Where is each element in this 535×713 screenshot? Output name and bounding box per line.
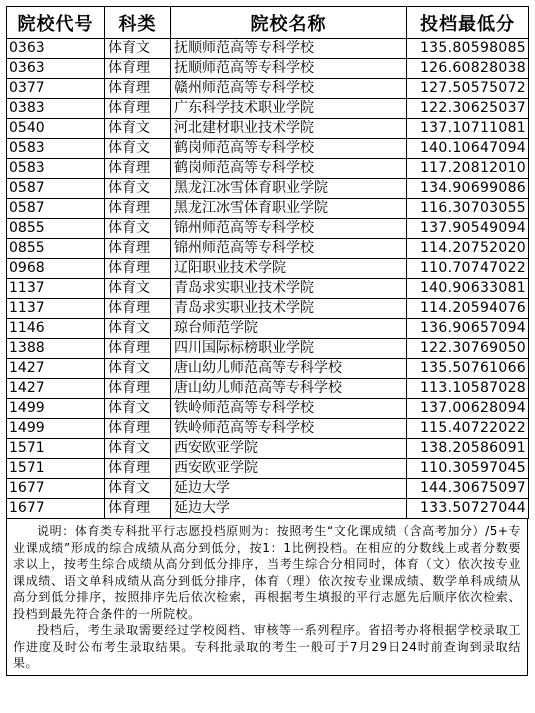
row-score: 115.40722022 — [407, 419, 529, 439]
row-score: 113.10587028 — [407, 379, 529, 399]
row-category: 体育文 — [105, 39, 171, 59]
row-score: 117.20812010 — [407, 159, 529, 179]
row-school: 锦州师范高等专科学校 — [171, 239, 407, 259]
row-code: 0383 — [7, 99, 105, 119]
row-code: 0363 — [7, 39, 105, 59]
row-code: 0855 — [7, 239, 105, 259]
row-code: 1146 — [7, 319, 105, 339]
row-code: 1499 — [7, 419, 105, 439]
row-code: 1677 — [7, 479, 105, 499]
table-row — [7, 399, 529, 419]
note-paragraph-2: 投档后，考生录取需要经过学校阅档、审核等一系列程序。省招考办将根据学校录取工作进度及时公布考生录取结果。专科批录取的考生一般可于7月29日24时前查询到录取结果。 — [13, 623, 521, 670]
row-category: 体育文 — [105, 319, 171, 339]
row-category: 体育理 — [105, 379, 171, 399]
row-score: 135.80598085 — [407, 39, 529, 59]
row-score: 140.10647094 — [407, 139, 529, 159]
row-school: 抚顺师范高等专科学校 — [171, 59, 407, 79]
table-row — [7, 159, 529, 179]
row-category: 体育文 — [105, 219, 171, 239]
row-school: 青岛求实职业技术学院 — [171, 299, 407, 319]
table-row — [7, 39, 529, 59]
row-score: 138.20586091 — [407, 439, 529, 459]
row-score: 136.90657094 — [407, 319, 529, 339]
row-category: 体育理 — [105, 299, 171, 319]
table-row — [7, 499, 529, 519]
row-school: 抚顺师范高等专科学校 — [171, 39, 407, 59]
row-school: 广东科学技术职业学院 — [171, 99, 407, 119]
row-score: 137.90549094 — [407, 219, 529, 239]
row-school: 赣州师范高等专科学校 — [171, 79, 407, 99]
row-code: 0377 — [7, 79, 105, 99]
row-score: 144.30675097 — [407, 479, 529, 499]
row-score: 114.20594076 — [407, 299, 529, 319]
note-paragraph-1: 说明：体育类专科批平行志愿投档原则为：按照考生“文化课成绩（含高考加分）/5+专业课成绩”形成的综合成绩从高分到低分，按1：1比例投档。在相应的分数线上或者分数要求以上，按考生综合成绩从高分到低分排序，当考生综合分相同时，体育（文）依次按专业课成绩、语文单科成绩从高分到低分排序，体育（理）依次按专业课成绩、数学单科成绩从高分到低分排序，按照排序先后依次检索，再根据考生填报的平行志愿先后顺序依次检索、投档到最先符合条件的一所院校。 — [13, 524, 521, 621]
row-school: 唐山幼儿师范高等专科学校 — [171, 379, 407, 399]
row-code: 1677 — [7, 499, 105, 519]
table-row — [7, 119, 529, 139]
table-row — [7, 279, 529, 299]
row-score: 122.30769050 — [407, 339, 529, 359]
table-row — [7, 79, 529, 99]
header-category: 科类 — [105, 7, 171, 39]
row-category: 体育理 — [105, 459, 171, 479]
row-code: 0540 — [7, 119, 105, 139]
table-row — [7, 319, 529, 339]
row-score: 110.30597045 — [407, 459, 529, 479]
row-score: 140.90633081 — [407, 279, 529, 299]
row-category: 体育文 — [105, 479, 171, 499]
row-school: 河北建材职业技术学院 — [171, 119, 407, 139]
row-category: 体育理 — [105, 199, 171, 219]
header-score: 投档最低分 — [407, 7, 529, 39]
row-school: 西安欧亚学院 — [171, 459, 407, 479]
row-score: 122.30625037 — [407, 99, 529, 119]
header-code: 院校代号 — [7, 7, 105, 39]
row-code: 0583 — [7, 139, 105, 159]
row-score: 110.70747022 — [407, 259, 529, 279]
row-school: 青岛求实职业技术学院 — [171, 279, 407, 299]
table-row — [7, 139, 529, 159]
row-school: 铁岭师范高等专科学校 — [171, 399, 407, 419]
row-code: 0855 — [7, 219, 105, 239]
row-category: 体育理 — [105, 59, 171, 79]
row-school: 四川国际标榜职业学院 — [171, 339, 407, 359]
table-row — [7, 479, 529, 499]
row-score: 127.50575072 — [407, 79, 529, 99]
row-code: 1427 — [7, 379, 105, 399]
row-category: 体育理 — [105, 419, 171, 439]
row-school: 鹤岗师范高等专科学校 — [171, 139, 407, 159]
row-score: 137.10711081 — [407, 119, 529, 139]
row-school: 黑龙江冰雪体育职业学院 — [171, 179, 407, 199]
row-code: 1571 — [7, 459, 105, 479]
row-school: 辽阳职业技术学院 — [171, 259, 407, 279]
row-school: 鹤岗师范高等专科学校 — [171, 159, 407, 179]
table-row — [7, 259, 529, 279]
row-category: 体育理 — [105, 79, 171, 99]
table-row — [7, 359, 529, 379]
row-category: 体育理 — [105, 259, 171, 279]
row-code: 1388 — [7, 339, 105, 359]
row-code: 1137 — [7, 279, 105, 299]
row-school: 西安欧亚学院 — [171, 439, 407, 459]
row-score: 116.30703055 — [407, 199, 529, 219]
row-score: 135.50761066 — [407, 359, 529, 379]
table-row — [7, 339, 529, 359]
table-row — [7, 239, 529, 259]
row-category: 体育理 — [105, 159, 171, 179]
table-row — [7, 299, 529, 319]
row-category: 体育理 — [105, 339, 171, 359]
row-school: 铁岭师范高等专科学校 — [171, 419, 407, 439]
admission-score-sheet — [6, 6, 528, 676]
row-category: 体育理 — [105, 99, 171, 119]
row-category: 体育文 — [105, 279, 171, 299]
table-header-row — [7, 7, 529, 39]
row-category: 体育文 — [105, 179, 171, 199]
table-row — [7, 59, 529, 79]
row-code: 0363 — [7, 59, 105, 79]
table-row — [7, 439, 529, 459]
row-category: 体育理 — [105, 239, 171, 259]
row-code: 1427 — [7, 359, 105, 379]
row-code: 1499 — [7, 399, 105, 419]
explanation-note — [6, 519, 528, 676]
row-category: 体育文 — [105, 439, 171, 459]
row-school: 延边大学 — [171, 499, 407, 519]
header-school: 院校名称 — [171, 7, 407, 39]
score-table — [6, 6, 529, 519]
row-score: 134.90699086 — [407, 179, 529, 199]
row-code: 1137 — [7, 299, 105, 319]
row-category: 体育理 — [105, 499, 171, 519]
row-school: 琼台师范学院 — [171, 319, 407, 339]
row-category: 体育文 — [105, 139, 171, 159]
row-code: 0968 — [7, 259, 105, 279]
row-school: 锦州师范高等专科学校 — [171, 219, 407, 239]
row-code: 0587 — [7, 199, 105, 219]
row-school: 唐山幼儿师范高等专科学校 — [171, 359, 407, 379]
row-score: 133.50727044 — [407, 499, 529, 519]
row-code: 1571 — [7, 439, 105, 459]
row-school: 延边大学 — [171, 479, 407, 499]
row-category: 体育文 — [105, 119, 171, 139]
row-category: 体育文 — [105, 399, 171, 419]
table-row — [7, 459, 529, 479]
table-row — [7, 379, 529, 399]
table-body — [7, 39, 529, 519]
row-code: 0587 — [7, 179, 105, 199]
table-row — [7, 219, 529, 239]
row-score: 137.00628094 — [407, 399, 529, 419]
table-row — [7, 99, 529, 119]
row-code: 0583 — [7, 159, 105, 179]
table-row — [7, 199, 529, 219]
row-category: 体育文 — [105, 359, 171, 379]
row-score: 114.20752020 — [407, 239, 529, 259]
row-score: 126.60828038 — [407, 59, 529, 79]
table-row — [7, 419, 529, 439]
table-row — [7, 179, 529, 199]
row-school: 黑龙江冰雪体育职业学院 — [171, 199, 407, 219]
